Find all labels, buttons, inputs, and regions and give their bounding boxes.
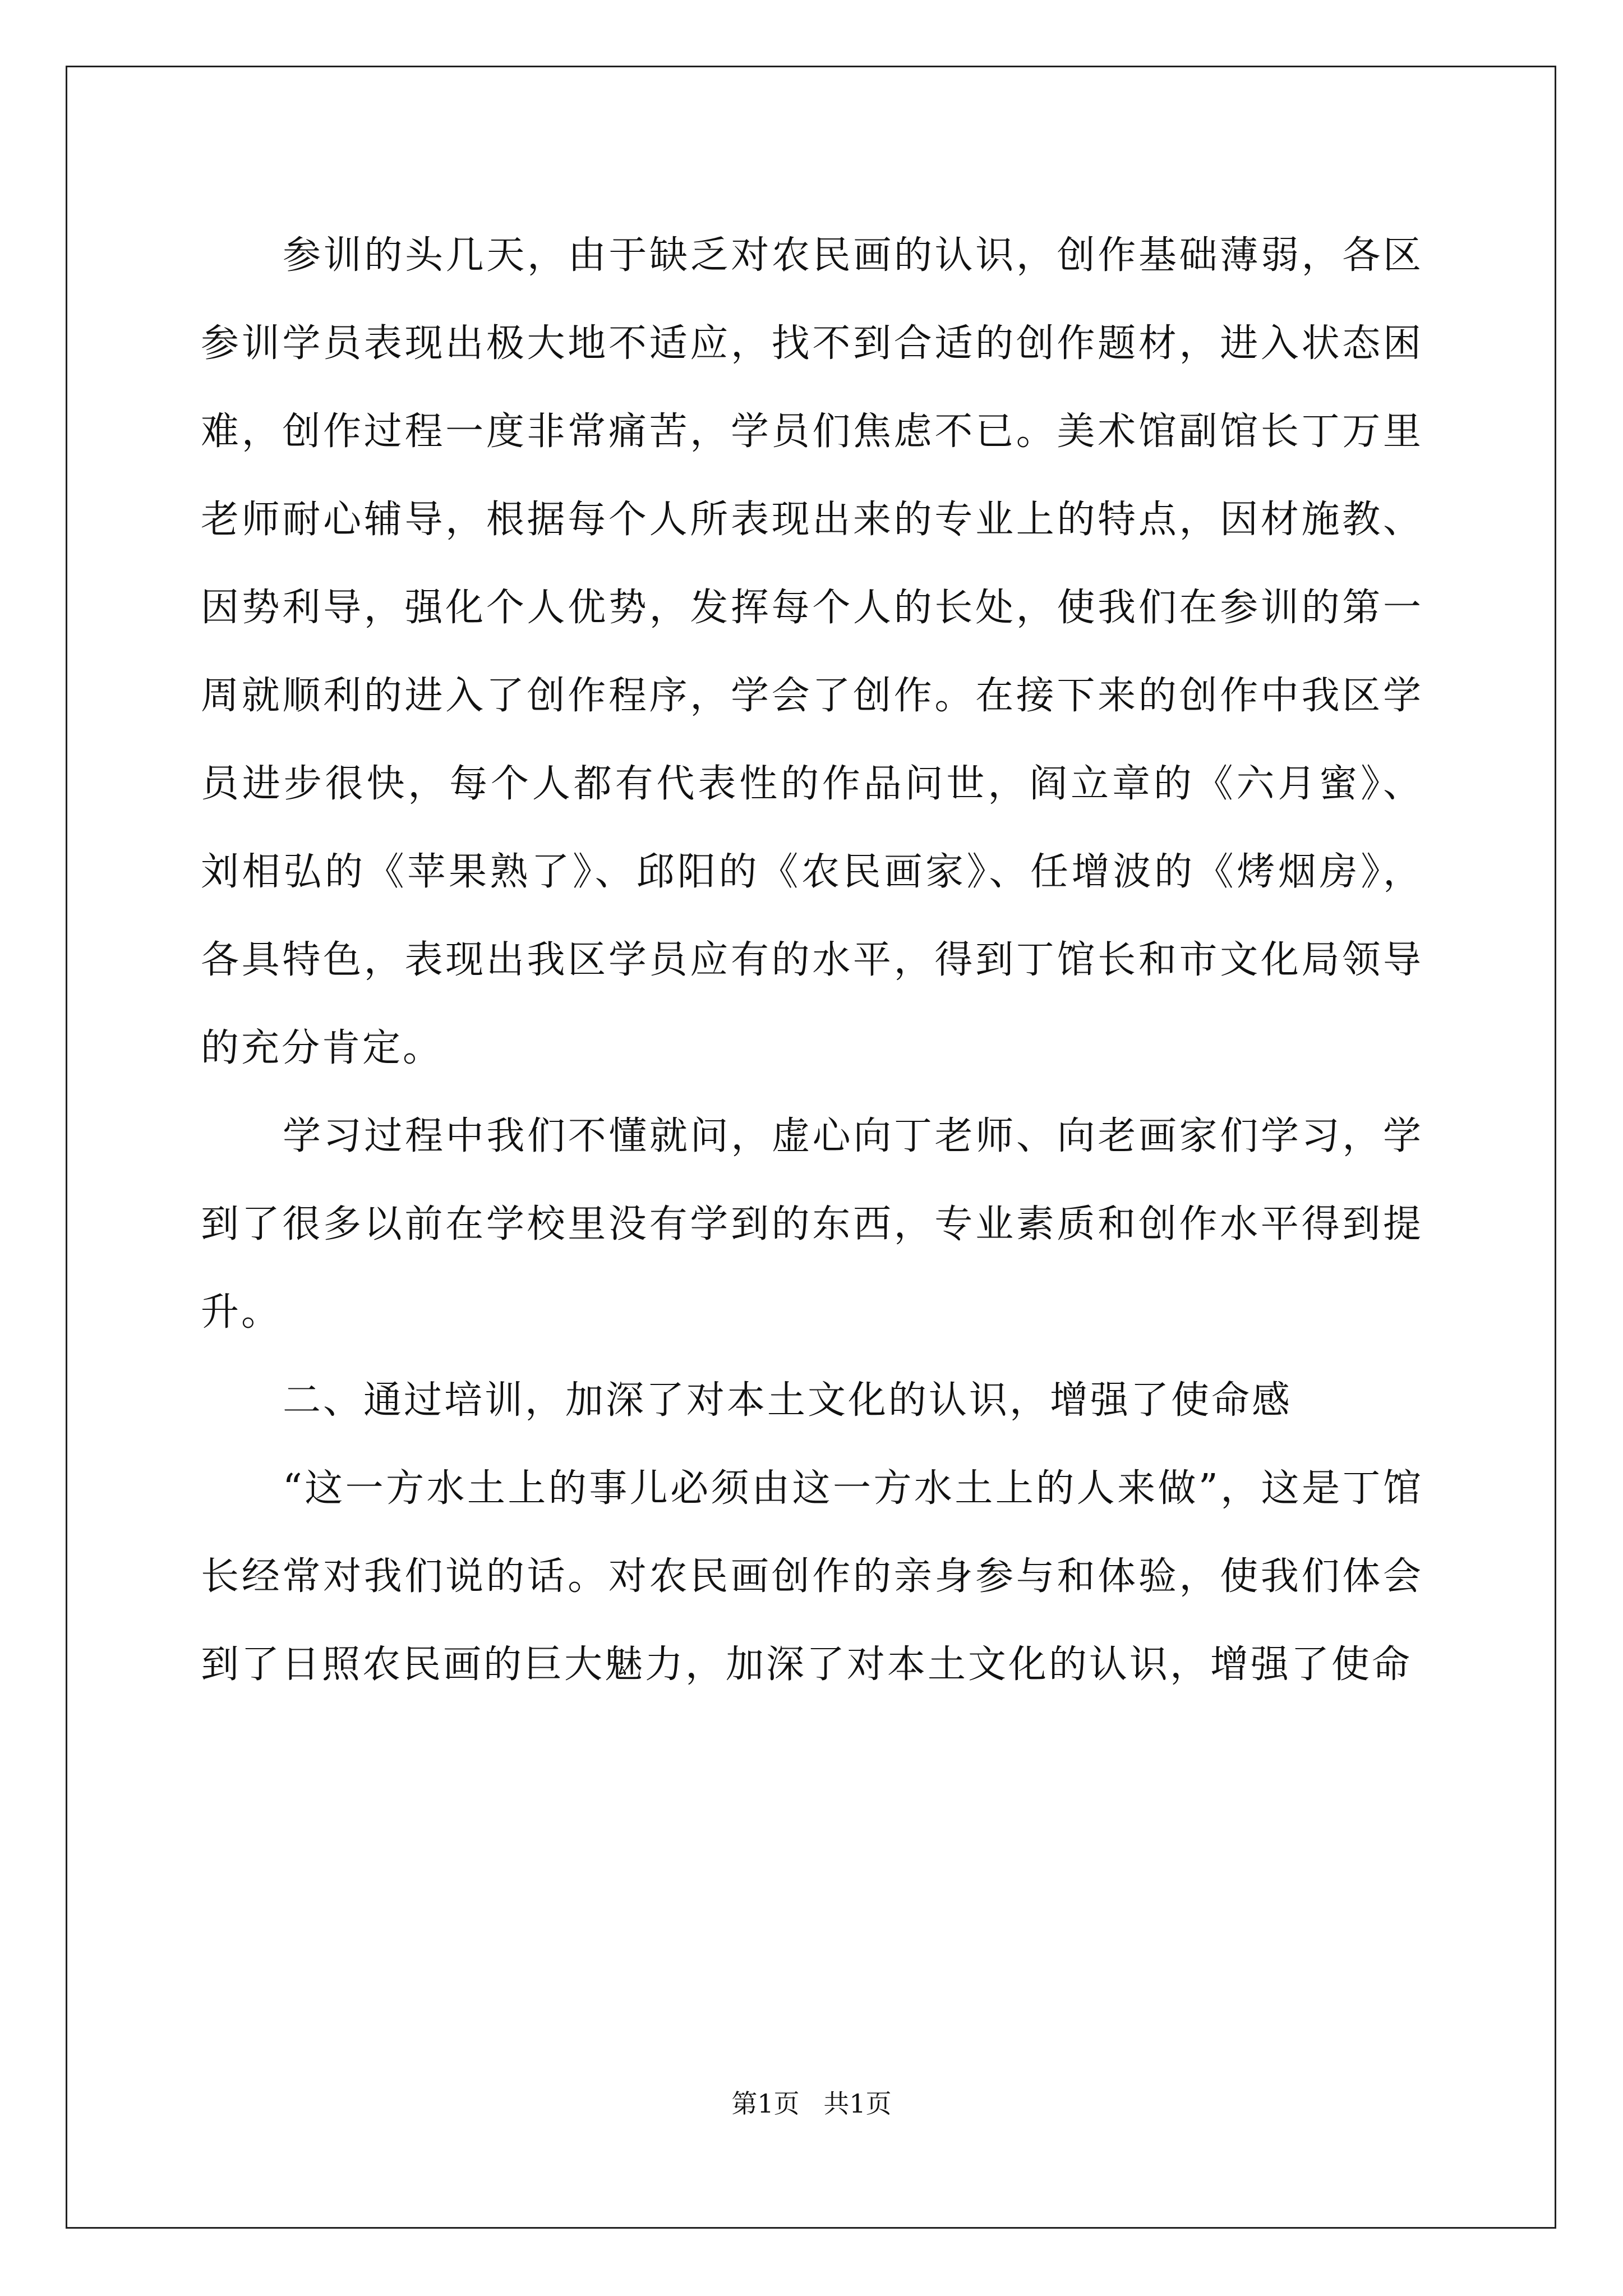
- section-heading: 二、通过培训，加深了对本土文化的认识，增强了使命感: [283, 1378, 1293, 1423]
- page-number-current: 第1页: [731, 2088, 800, 2119]
- document-body: [201, 211, 1423, 1709]
- paragraph-2: 学习过程中我们不懂就问，虚心向丁老师、向老画家们学习，学到了很多以前在学校里没有学到的东西，专业素质和创作水平得到提升。: [201, 1114, 1423, 1335]
- page-footer: [0, 2087, 1623, 2120]
- paragraph-3: “这一方水土上的事儿必须由这一方水土上的人来做”，这是丁馆长经常对我们说的话。对农民画创作的亲身参与和体验，使我们体会到了日照农民画的巨大魅力，加深了对本土文化的认识，增强了使命: [201, 1466, 1423, 1687]
- page-number-total: 共1页: [823, 2088, 892, 2119]
- paragraph-1: 参训的头几天，由于缺乏对农民画的认识，创作基础薄弱，各区参训学员表现出极大地不适应，找不到合适的创作题材，进入状态困难，创作过程一度非常痛苦，学员们焦虑不已。美术馆副馆长丁万里老师耐心辅导，根据每个人所表现出来的专业上的特点，因材施教、因势利导，强化个人优势，发挥每个人的长处，使我们在参训的第一周就顺利的进入了创作程序，学会了创作。在接下来的创作中我区学员进步很快，每个人都有代表性的作品问世，阎立章的《六月蜜》、刘相弘的《苹果熟了》、邱阳的《农民画家》、任增波的《烤烟房》，各具特色，表现出我区学员应有的水平，得到丁馆长和市文化局领导的充分肯定。: [201, 233, 1423, 1070]
